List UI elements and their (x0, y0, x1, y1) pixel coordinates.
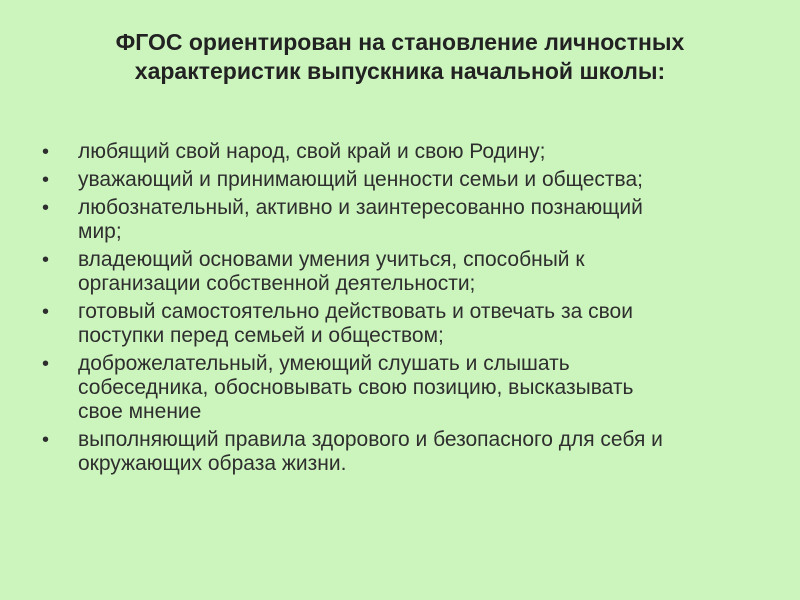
bullet-icon: • (42, 249, 50, 271)
bullet-item-7 (42, 428, 752, 476)
bullet-text-line: владеющий основами умения учиться, способный к (78, 248, 585, 271)
bullet-item-5 (42, 300, 752, 348)
bullet-text-line: готовый самостоятельно действовать и отвечать за свои (78, 300, 633, 323)
title-line-1: ФГОС ориентирован на становление личностных (115, 29, 685, 55)
bullet-icon: • (42, 429, 50, 451)
slide-title (40, 28, 760, 86)
bullet-text-line: любящий свой народ, свой край и свою Родину; (78, 140, 546, 163)
bullet-text-line: любознательный, активно и заинтересованно познающий (78, 196, 643, 219)
bullet-item-3 (42, 196, 752, 244)
bullet-text-line: выполняющий правила здорового и безопасного для себя и (78, 428, 663, 451)
bullet-item-6 (42, 352, 752, 424)
bullet-icon: • (42, 353, 50, 375)
title-line-2: характеристик выпускника начальной школы: (134, 58, 666, 84)
bullet-list (42, 140, 752, 480)
bullet-item-1 (42, 140, 752, 164)
bullet-item-2 (42, 168, 752, 192)
bullet-text-line: доброжелательный, умеющий слушать и слышать (78, 352, 570, 375)
bullet-text-line: мир; (78, 220, 122, 243)
bullet-icon: • (42, 141, 50, 163)
bullet-text-line: собеседника, обосновывать свою позицию, высказывать (78, 376, 634, 399)
bullet-text-line: уважающий и принимающий ценности семьи и общества; (78, 168, 643, 191)
bullet-icon: • (42, 301, 50, 323)
bullet-item-4 (42, 248, 752, 296)
bullet-text-line: свое мнение (78, 400, 202, 423)
bullet-text-line: организации собственной деятельности; (78, 272, 476, 295)
bullet-icon: • (42, 197, 50, 219)
bullet-text-line: поступки перед семьей и обществом; (78, 324, 444, 347)
bullet-icon: • (42, 169, 50, 191)
bullet-text-line: окружающих образа жизни. (78, 452, 347, 475)
